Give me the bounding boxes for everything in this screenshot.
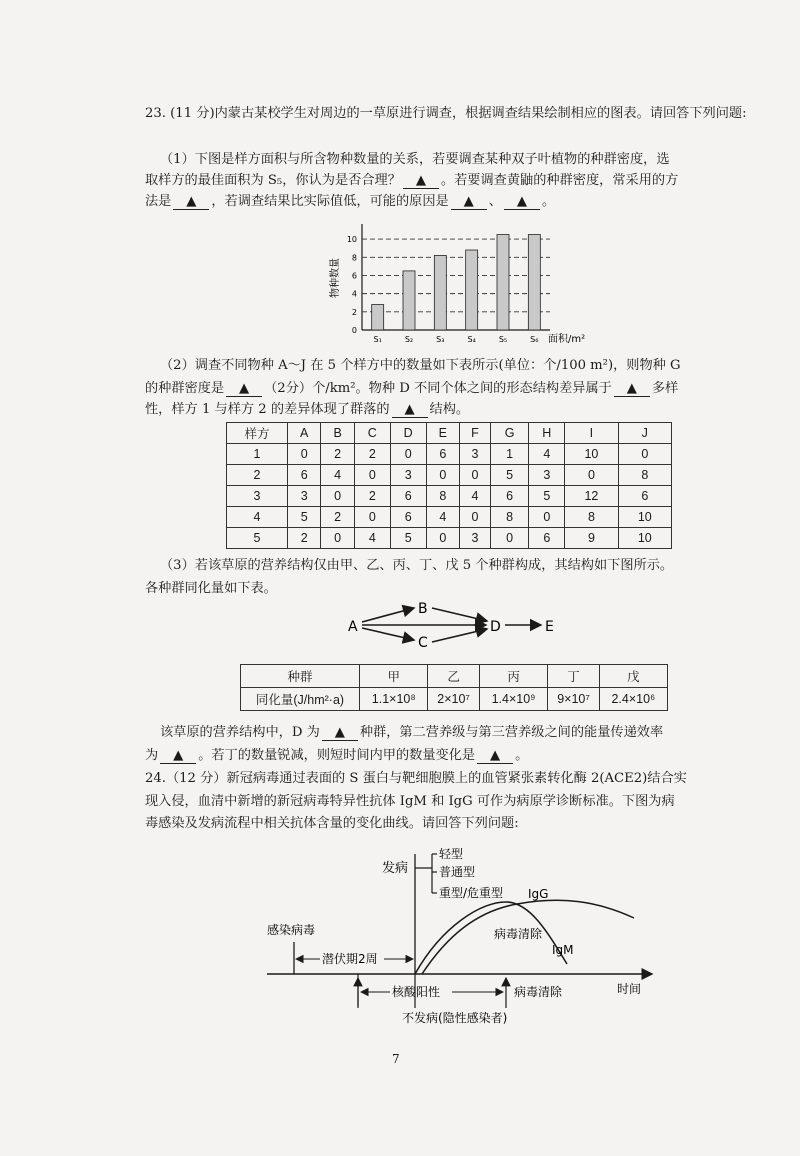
food-web-diagram xyxy=(340,600,580,650)
x-axis-label: 面积/m² xyxy=(548,334,586,345)
table-cell: 2 xyxy=(354,486,390,507)
arrow-a-c xyxy=(362,628,414,640)
header-cell: E xyxy=(426,423,459,444)
node-e: E xyxy=(545,619,554,635)
table-cell: 0 xyxy=(354,507,390,528)
table-cell: 8 xyxy=(426,486,459,507)
table-cell: 8 xyxy=(618,465,671,486)
q23-p3-line1: （3）若该草原的营养结构仅由甲、乙、丙、丁、戊 5 个种群构成，其结构如下图所示。 xyxy=(160,558,674,573)
node-b: B xyxy=(418,601,428,617)
x-tick-label: S₃ xyxy=(436,335,445,344)
table-header-row xyxy=(241,665,668,688)
q23-p1-line3: 法是 ▲ ，若调查结果比实际值低，可能的原因是 ▲ 、 ▲ 。 xyxy=(145,194,556,209)
table-cell: 3 xyxy=(390,465,426,486)
table-row xyxy=(227,465,672,486)
answer-blank: ▲ xyxy=(160,749,196,764)
table-cell: 2 xyxy=(354,444,390,465)
table-cell: 2×10⁷ xyxy=(428,688,479,711)
header-cell: 丙 xyxy=(479,665,548,688)
header-cell: 乙 xyxy=(428,665,479,688)
header-cell: J xyxy=(618,423,671,444)
header-cell: F xyxy=(460,423,491,444)
table-cell: 3 xyxy=(460,528,491,549)
incubation-label: 潜伏期2周 xyxy=(322,952,378,966)
table-cell: 5 xyxy=(227,528,288,549)
table-cell: 10 xyxy=(618,528,671,549)
table-cell: 6 xyxy=(490,486,528,507)
table-cell: 5 xyxy=(490,465,528,486)
header-cell: I xyxy=(565,423,618,444)
answer-blank: ▲ xyxy=(226,382,262,397)
bar xyxy=(372,305,384,330)
header-cell: 丁 xyxy=(548,665,599,688)
type-severe: 重型/危重型 xyxy=(439,886,504,900)
table-cell: 0 xyxy=(321,486,354,507)
x-tick-label: S₅ xyxy=(498,335,508,344)
answer-blank: ▲ xyxy=(614,382,650,397)
table-header-row xyxy=(227,423,672,444)
y-axis-label: 物种数量 xyxy=(330,258,341,298)
table-cell: 9×10⁷ xyxy=(548,688,599,711)
x-tick-label: S₁ xyxy=(373,335,382,344)
table-cell: 5 xyxy=(390,528,426,549)
table-cell: 4 xyxy=(227,507,288,528)
header-cell: G xyxy=(490,423,528,444)
table-cell: 6 xyxy=(390,486,426,507)
q24-line3: 毒感染及发病流程中相关抗体含量的变化曲线。请回答下列问题: xyxy=(145,816,519,831)
table-cell: 4 xyxy=(460,486,491,507)
table-cell: 5 xyxy=(288,507,321,528)
header-cell: 样方 xyxy=(227,423,288,444)
table-cell: 6 xyxy=(529,528,565,549)
table-cell: 0 xyxy=(565,465,618,486)
table-cell: 10 xyxy=(618,507,671,528)
q23-p2-line2: 的种群密度是 ▲ （2分）个/km²。物种 D 不同个体之间的形态结构差异属于 ▲ 多样 xyxy=(145,381,679,396)
table-cell: 0 xyxy=(321,528,354,549)
table-cell: 3 xyxy=(288,486,321,507)
infection-label: 感染病毒 xyxy=(267,923,316,937)
node-a: A xyxy=(348,619,358,635)
node-d: D xyxy=(490,619,501,635)
table-cell: 0 xyxy=(426,465,459,486)
igm-label: IgM xyxy=(552,943,574,957)
table-cell: 5 xyxy=(529,486,565,507)
table-cell: 1.4×10⁹ xyxy=(479,688,548,711)
species-area-bar-chart xyxy=(320,218,586,348)
table-cell: 9 xyxy=(565,528,618,549)
header-cell: C xyxy=(354,423,390,444)
header-cell: D xyxy=(390,423,426,444)
answer-blank: ▲ xyxy=(173,195,209,210)
q23-p1-line2: 取样方的最佳面积为 S₅，你认为是否合理？ ▲ 。若要调查黄鼬的种群密度，常采用的方 xyxy=(145,173,679,188)
q23-p1-line1: （1）下图是样方面积与所含物种数量的关系，若要调查某种双子叶植物的种群密度，选 xyxy=(160,152,670,167)
answer-blank: ▲ xyxy=(392,403,428,418)
y-tick-label: 2 xyxy=(351,307,357,317)
virus-cleared-curve-label: 病毒清除 xyxy=(494,927,543,941)
igm-curve xyxy=(415,902,567,974)
nucleic-positive-label: 核酸阳性 xyxy=(392,985,441,999)
table-row xyxy=(227,444,672,465)
table-cell: 1 xyxy=(490,444,528,465)
table-cell: 4 xyxy=(529,444,565,465)
table-cell: 1 xyxy=(227,444,288,465)
no-onset-label: 不发病(隐性感染者) xyxy=(402,1011,508,1025)
q23-p3-line4: 为 ▲ 。若丁的数量锐减，则短时间内甲的数量变化是 ▲ 。 xyxy=(145,748,529,763)
bar xyxy=(497,235,509,330)
q24-line2: 现入侵，血清中新增的新冠病毒特异性抗体 IgM 和 IgG 可作为病原学诊断标准。下图为病 xyxy=(145,794,675,809)
header-cell: 戊 xyxy=(599,665,667,688)
table-cell: 8 xyxy=(490,507,528,528)
header-cell: 甲 xyxy=(360,665,428,688)
table-cell: 0 xyxy=(529,507,565,528)
table-cell: 10 xyxy=(565,444,618,465)
arrow-a-b xyxy=(362,608,414,622)
q23-p2-line3: 性，样方 1 与样方 2 的差异体现了群落的 ▲ 结构。 xyxy=(145,402,470,417)
q23-p2-line1: （2）调查不同物种 A～J 在 5 个样方中的数量如下表所示(单位：个/100 m²)，则物种 G xyxy=(160,358,681,373)
virus-cleared-axis-label: 病毒清除 xyxy=(514,985,563,999)
type-mild: 轻型 xyxy=(439,847,464,861)
table-cell: 0 xyxy=(288,444,321,465)
answer-blank: ▲ xyxy=(477,749,513,764)
header-cell: A xyxy=(288,423,321,444)
bar xyxy=(466,250,478,330)
table-cell: 0 xyxy=(618,444,671,465)
y-tick-label: 0 xyxy=(351,326,357,335)
answer-blank: ▲ xyxy=(322,726,358,741)
table-cell: 2 xyxy=(321,507,354,528)
energy-table xyxy=(240,664,668,711)
q23-p3-line2: 各种群同化量如下表。 xyxy=(145,581,277,596)
header-cell: B xyxy=(321,423,354,444)
table-cell: 4 xyxy=(321,465,354,486)
table-cell: 3 xyxy=(529,465,565,486)
table-row xyxy=(227,486,672,507)
table-cell: 0 xyxy=(490,528,528,549)
header-cell: 种群 xyxy=(241,665,360,688)
table-cell: 0 xyxy=(426,528,459,549)
table-cell: 2.4×10⁶ xyxy=(599,688,667,711)
node-c: C xyxy=(418,635,428,651)
y-tick-label: 10 xyxy=(346,235,357,245)
table-cell: 6 xyxy=(426,444,459,465)
table-cell: 0 xyxy=(354,465,390,486)
x-tick-label: S₆ xyxy=(530,335,539,344)
answer-blank: ▲ xyxy=(451,195,487,210)
sample-table xyxy=(226,422,672,549)
table-cell: 2 xyxy=(321,444,354,465)
q23-p3-line3: 该草原的营养结构中，D 为 ▲ 种群，第二营养级与第三营养级之间的能量传递效率 xyxy=(160,725,664,740)
table-row xyxy=(227,507,672,528)
q23-intro-line1: 23. (11 分)内蒙古某校学生对周边的一草原进行调查，根据调查结果绘制相应的图表。请回答下列问题: xyxy=(145,106,747,121)
answer-blank: ▲ xyxy=(403,174,439,189)
arrow-c-d xyxy=(432,629,487,642)
table-cell: 4 xyxy=(354,528,390,549)
type-common: 普通型 xyxy=(439,865,476,879)
table-cell: 3 xyxy=(227,486,288,507)
time-label: 时间 xyxy=(617,982,642,996)
answer-blank: ▲ xyxy=(504,195,540,210)
table-cell: 6 xyxy=(618,486,671,507)
table-row xyxy=(241,688,668,711)
table-cell: 1.1×10⁸ xyxy=(360,688,428,711)
x-tick-label: S₂ xyxy=(404,335,414,344)
table-cell: 6 xyxy=(390,507,426,528)
table-row xyxy=(227,528,672,549)
igg-label: IgG xyxy=(528,887,549,901)
table-cell: 6 xyxy=(288,465,321,486)
arrow-b-d xyxy=(432,608,487,621)
bar xyxy=(403,271,415,330)
y-tick-label: 6 xyxy=(351,271,357,281)
table-cell: 4 xyxy=(426,507,459,528)
header-cell: H xyxy=(529,423,565,444)
table-cell: 2 xyxy=(227,465,288,486)
table-cell: 0 xyxy=(460,465,491,486)
x-tick-label: S₄ xyxy=(467,335,476,344)
page-number: 7 xyxy=(392,1052,400,1066)
table-cell: 0 xyxy=(390,444,426,465)
antibody-timeline-diagram xyxy=(262,846,662,1031)
bar xyxy=(434,255,446,330)
table-cell: 2 xyxy=(288,528,321,549)
table-cell: 8 xyxy=(565,507,618,528)
table-cell: 0 xyxy=(460,507,491,528)
table-cell: 12 xyxy=(565,486,618,507)
table-cell: 同化量(J/hm²·a) xyxy=(241,688,360,711)
onset-label: 发病 xyxy=(382,861,409,876)
bar xyxy=(528,235,540,330)
y-tick-label: 8 xyxy=(351,253,357,263)
q24-line1: 24.（12 分）新冠病毒通过表面的 S 蛋白与靶细胞膜上的血管紧张素转化酶 2(ACE2)结合实 xyxy=(145,771,687,786)
table-cell: 3 xyxy=(460,444,491,465)
y-tick-label: 4 xyxy=(351,289,357,299)
